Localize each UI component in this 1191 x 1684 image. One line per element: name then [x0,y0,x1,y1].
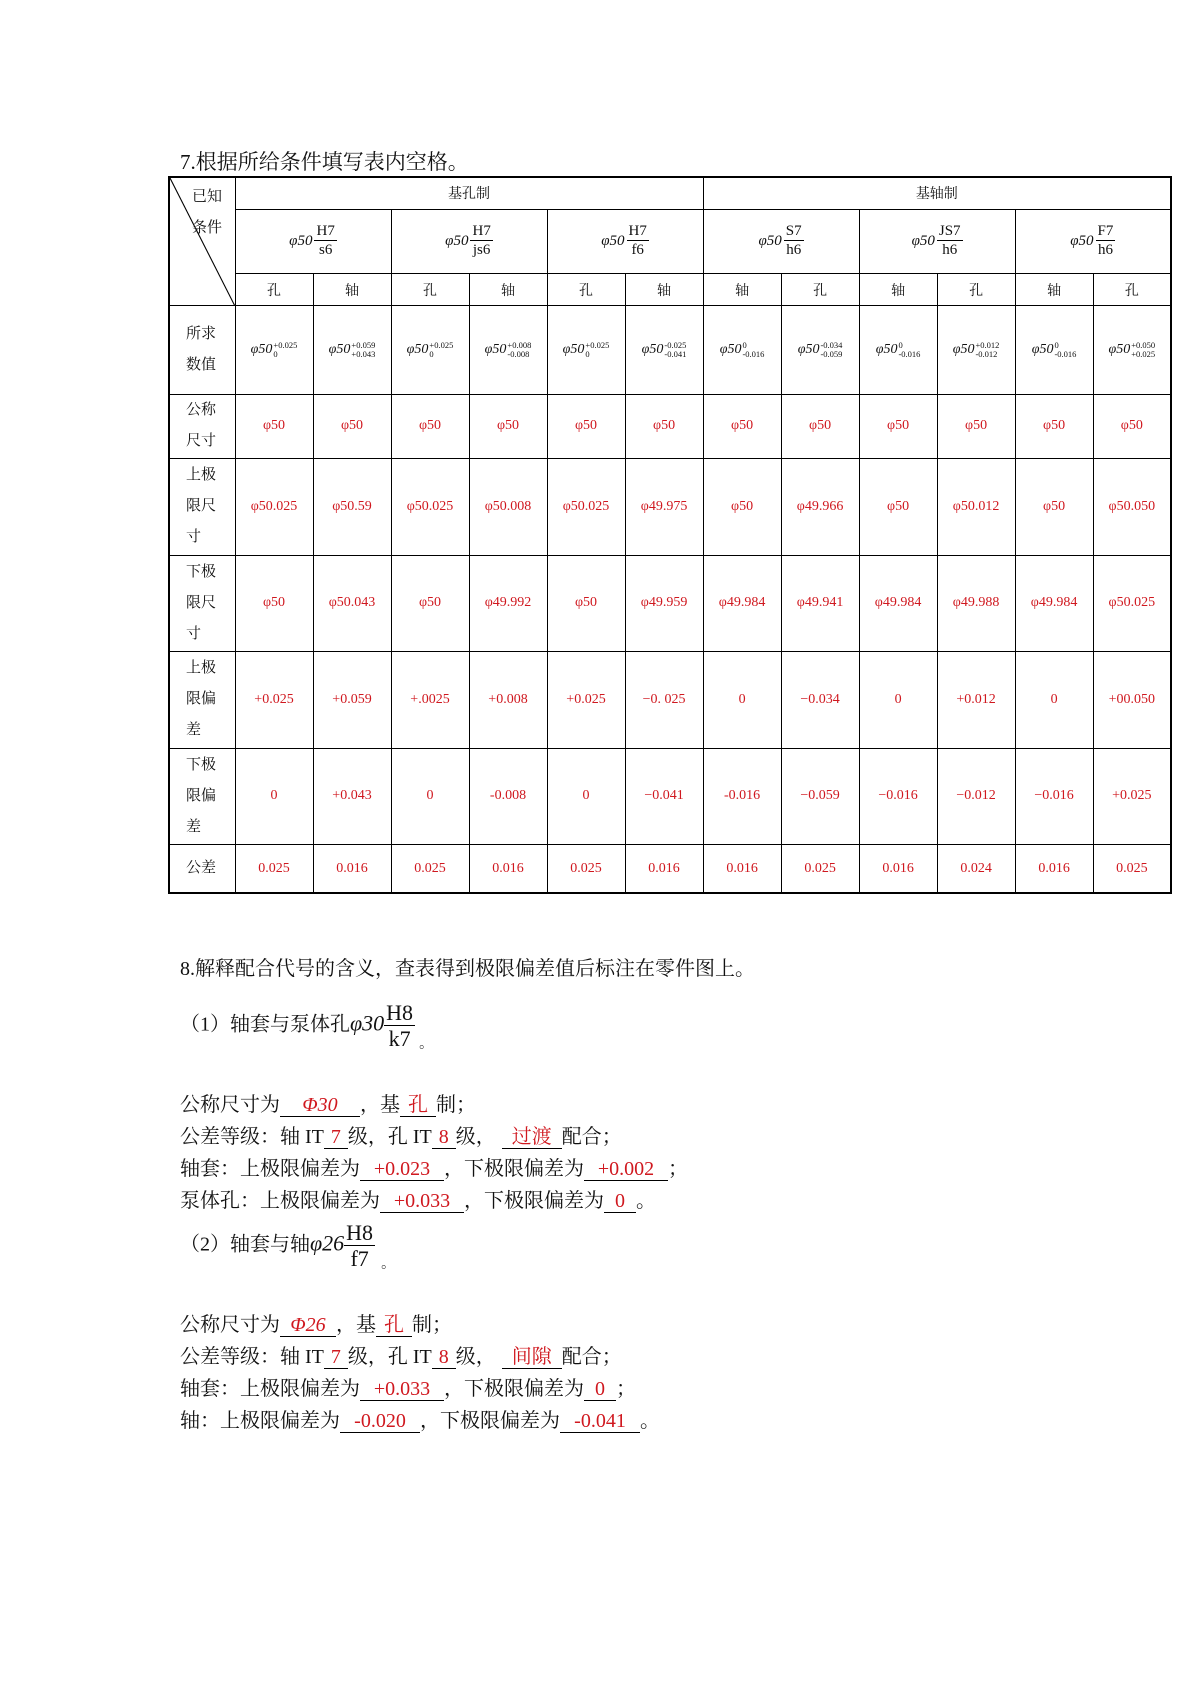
part-label: 孔 [547,274,625,306]
answer-cell: 0.016 [859,845,937,893]
dimension-base: φ50 [250,342,273,358]
answer-cell: 0.025 [391,845,469,893]
fit-code-hole: H7 [314,224,336,242]
dimension-base: φ50 [641,342,664,358]
row-label-line: 限尺 [186,498,217,515]
part-label: 孔 [937,274,1015,306]
answer-cell: +0.059 [313,652,391,749]
part2-line4 [180,1404,660,1433]
deviation-stack [351,341,375,359]
deviation-stack [742,341,764,359]
answer-cell: φ49.941 [781,555,859,652]
part1-intro-end: 。 [419,1037,434,1053]
part2-basis-prefix: ，基 [336,1314,376,1336]
lower-deviation: 0 [429,348,434,359]
answer-cell: 0 [703,652,781,749]
dimension-cell [547,306,625,394]
dimension-cell [859,306,937,394]
dimension-with-deviations [720,342,765,357]
answer-cell: φ50 [781,394,859,458]
answer-cell: 0 [859,652,937,749]
part1-line3 [180,1152,688,1181]
answer-cell: −0.059 [781,748,859,845]
part1-hole-upper-answer: +0.033 [380,1190,464,1213]
part2-shaft-upper-answer: -0.020 [340,1410,420,1433]
part1-fit-shaft: k7 [388,1026,411,1052]
lower-deviation: -0.016 [742,348,765,359]
dimension-cell [781,306,859,394]
dimension-with-deviations [1108,342,1155,357]
answer-cell: +0.025 [235,652,313,749]
answer-cell: φ50 [235,555,313,652]
lower-deviation: -0.041 [664,348,687,359]
answer-cell: φ50.025 [391,459,469,556]
part1-sleeve-upper-answer: +0.023 [360,1158,444,1181]
answer-cell: φ50.012 [937,459,1015,556]
answer-cell: φ50 [547,555,625,652]
dimension-with-deviations [407,342,454,357]
part1-nominal-prefix: 公称尺寸为 [180,1094,280,1116]
fit-code-fraction [314,224,336,260]
answer-cell: −0.034 [781,652,859,749]
answer-cell: φ50.025 [547,459,625,556]
corner-sought-line1: 所求 [186,325,217,342]
part2-nominal-prefix: 公称尺寸为 [180,1314,280,1336]
fit-code-cell [391,209,547,273]
answer-cell: 0.016 [1015,845,1093,893]
fit-code-base: φ50 [1070,232,1094,249]
fit-code-hole: F7 [1096,224,1116,242]
dimension-with-deviations [251,342,298,357]
answer-cell: −0. 025 [625,652,703,749]
part2-grade-prefix: 公差等级：轴 IT [180,1346,324,1368]
corner-known-line1: 已知 [192,189,223,205]
dimension-with-deviations [329,342,376,357]
answer-cell: φ50 [625,394,703,458]
dimension-with-deviations [563,342,610,357]
answer-cell: φ50 [859,394,937,458]
answer-cell: φ50.025 [235,459,313,556]
deviation-stack [820,341,842,359]
lower-deviation: -0.016 [1054,348,1077,359]
dimension-with-deviations [642,342,687,357]
fit-code-fraction [937,224,963,260]
part2-fit-base: φ26 [310,1230,345,1256]
row-label [169,748,235,845]
dimension-base: φ50 [562,342,585,358]
answer-cell: φ49.959 [625,555,703,652]
dimension-with-deviations [876,342,921,357]
part1-intro-text: （1）轴套与泵体孔 [180,1013,350,1036]
part2-grade-mid2: 级， [455,1346,496,1368]
part2-sleeve-end: ； [616,1378,636,1400]
answer-cell: +00.050 [1093,652,1171,749]
part1-fit-fraction [384,1000,415,1052]
upper-deviation: -0.034 [820,340,843,351]
dimension-cell [703,306,781,394]
part1-grade-prefix: 公差等级：轴 IT [180,1126,324,1148]
answer-cell: 0.025 [781,845,859,893]
part1-fit-type-answer: 过渡 [502,1126,562,1149]
row-label-line: 公称 [186,402,217,419]
row-label-line: 差 [186,722,202,739]
part2-basis-answer: 孔 [376,1314,412,1337]
fit-code-hole: JS7 [937,224,963,242]
part2-nominal-answer: Φ26 [280,1314,336,1337]
dimension-base: φ50 [719,342,742,358]
part-label: 孔 [781,274,859,306]
answer-cell: φ49.988 [937,555,1015,652]
part2-shaft-mid: ，下极限偏差为 [420,1410,560,1432]
part2-hole-it-answer: 8 [432,1346,456,1369]
deviation-stack [975,341,999,359]
answer-cell: φ50 [469,394,547,458]
dimension-cell [235,306,313,394]
part1-basis-prefix: ，基 [360,1094,400,1116]
row-label [169,555,235,652]
part1-basis-answer: 孔 [400,1094,436,1117]
fit-code-fraction [1096,224,1116,260]
lower-deviation: -0.059 [820,348,843,359]
fit-code [1070,222,1115,259]
part-label: 轴 [703,274,781,306]
dimension-cell [625,306,703,394]
fit-code-hole: H7 [627,224,649,242]
row-label-line: 下极 [186,563,217,580]
part2-line3 [180,1372,636,1401]
part-label: 孔 [1093,274,1171,306]
dimension-cell [313,306,391,394]
dimension-with-deviations [1032,342,1077,357]
part2-fit-fraction [344,1220,375,1272]
part1-hole-end: 。 [636,1190,656,1212]
deviation-stack [1054,341,1076,359]
dimension-cell [1015,306,1093,394]
upper-deviation: +0.025 [429,340,454,351]
answer-cell: −0.041 [625,748,703,845]
dimension-base: φ50 [952,342,975,358]
row-label-line: 限尺 [186,594,217,611]
dimension-base: φ50 [797,342,820,358]
hole-basis-header: 基孔制 [235,177,703,209]
dimension-with-deviations [953,342,1000,357]
part1-grade-mid: 级，孔 IT [347,1126,432,1148]
answer-cell: φ49.984 [859,555,937,652]
row-label [169,394,235,458]
fit-code-fraction [627,224,649,260]
part1-sleeve-end: ； [668,1158,688,1180]
fit-code-cell [1015,209,1171,273]
answer-cell: 0.024 [937,845,1015,893]
fit-code-shaft: h6 [1097,242,1113,259]
answer-cell: φ50 [391,394,469,458]
row-label-line: 寸 [186,529,202,546]
row-label-line: 寸 [186,625,202,642]
question-7-title: 7.根据所给条件填写表内空格。 [180,150,469,174]
deviation-stack [664,341,686,359]
row-label [169,652,235,749]
part1-grade-mid2: 级， [455,1126,496,1148]
lower-deviation: -0.008 [507,348,530,359]
deviation-stack [585,341,609,359]
fit-code [758,222,803,259]
answer-cell: φ50.59 [313,459,391,556]
row-label [169,459,235,556]
answer-cell: 0.025 [547,845,625,893]
part1-basis-suffix: 制； [436,1094,476,1116]
answer-cell: −0.016 [859,748,937,845]
part-label: 孔 [391,274,469,306]
answer-cell: 0.016 [625,845,703,893]
answer-cell: +0.043 [313,748,391,845]
fit-code-base: φ50 [601,232,625,249]
part2-fit-shaft: f7 [350,1246,369,1272]
part2-grade-mid: 级，孔 IT [347,1346,432,1368]
upper-deviation: 0 [742,340,747,351]
answer-cell: 0 [391,748,469,845]
part-label: 轴 [859,274,937,306]
part1-fit-hole: H8 [386,1000,414,1025]
lower-deviation: -0.012 [975,348,998,359]
part1-sleeve-mid: ，下极限偏差为 [444,1158,584,1180]
part2-fit-type-answer: 间隙 [502,1346,562,1369]
dimension-base: φ50 [484,342,507,358]
part1-hole-mid: ，下极限偏差为 [464,1190,604,1212]
row-label-line: 下极 [186,756,217,773]
answer-cell: 0.016 [313,845,391,893]
upper-deviation: -0.025 [664,340,687,351]
answer-cell: −0.012 [937,748,1015,845]
upper-deviation: +0.012 [975,340,1000,351]
dimension-base: φ50 [1108,342,1131,358]
answer-cell: φ50 [547,394,625,458]
answer-cell: φ49.984 [1015,555,1093,652]
dimension-cell [1093,306,1171,394]
fit-code-base: φ50 [758,232,782,249]
part2-fit-hole: H8 [346,1220,374,1245]
shaft-basis-header: 基轴制 [703,177,1171,209]
lower-deviation: -0.016 [898,348,921,359]
answer-cell: φ50 [1093,394,1171,458]
dimension-cell [937,306,1015,394]
fit-code-shaft: js6 [472,242,491,259]
part2-shaft-it-answer: 7 [324,1346,348,1369]
answer-cell: 0.016 [469,845,547,893]
answer-cell: φ50 [703,394,781,458]
row-label-line: 差 [186,818,202,835]
part2-line2 [180,1340,622,1369]
corner-sought-cell [169,306,235,394]
answer-cell: −0.016 [1015,748,1093,845]
answer-cell: 0 [1015,652,1093,749]
upper-deviation: +0.008 [507,340,532,351]
lower-deviation: +0.025 [1131,348,1156,359]
row-label-line: 限偏 [186,787,217,804]
upper-deviation: +0.050 [1131,340,1156,351]
answer-cell: φ49.966 [781,459,859,556]
question-8-title: 8.解释配合代号的含义，查表得到极限偏差值后标注在零件图上。 [180,958,755,980]
answer-cell: φ50 [937,394,1015,458]
part2-shaft-end: 。 [640,1410,660,1432]
answer-cell: +0.012 [937,652,1015,749]
upper-deviation: 0 [1054,340,1059,351]
answer-cell: 0 [235,748,313,845]
answer-cell: φ50.050 [1093,459,1171,556]
fit-code-shaft: s6 [318,242,333,259]
part-label: 轴 [625,274,703,306]
answer-cell: 0 [547,748,625,845]
answer-cell: +.0025 [391,652,469,749]
answer-cell: +0.008 [469,652,547,749]
part2-shaft-lower-answer: -0.041 [560,1410,640,1433]
fit-code-shaft: f6 [631,242,644,259]
answer-cell: φ49.975 [625,459,703,556]
dimension-cell [469,306,547,394]
answer-cell: 0.025 [235,845,313,893]
part1-line4 [180,1184,656,1213]
part2-basis-suffix: 制； [412,1314,452,1336]
part-label: 孔 [235,274,313,306]
row-label-line: 公差 [186,860,217,877]
dimension-base: φ50 [1031,342,1054,358]
row-label-line: 尺寸 [186,433,217,450]
fit-code [289,222,337,259]
answer-cell: φ50.008 [469,459,547,556]
part1-fit-base: φ30 [350,1010,385,1036]
dimension-base: φ50 [875,342,898,358]
answer-cell: φ50.043 [313,555,391,652]
deviation-stack [507,341,531,359]
part-label: 轴 [469,274,547,306]
fit-code [911,222,963,259]
lower-deviation: +0.043 [351,348,376,359]
corner-known-line2: 条件 [192,220,223,236]
fit-code-shaft: h6 [786,242,802,259]
part1-line2 [180,1120,622,1149]
fit-code-base: φ50 [289,232,313,249]
part-label: 轴 [1015,274,1093,306]
fit-code-cell [235,209,391,273]
fit-code-base: φ50 [445,232,469,249]
row-label-line: 上极 [186,660,217,677]
answer-cell: -0.016 [703,748,781,845]
part2-intro [180,1220,395,1273]
tolerance-fit-table [168,176,1172,894]
lower-deviation: 0 [585,348,590,359]
deviation-stack [429,341,453,359]
part2-sleeve-mid: ，下极限偏差为 [444,1378,584,1400]
answer-cell: +0.025 [1093,748,1171,845]
answer-cell: φ50 [313,394,391,458]
part1-hole-prefix: 泵体孔：上极限偏差为 [180,1190,380,1212]
corner-cell [169,177,235,306]
fit-code-hole: S7 [784,224,804,242]
part1-line1 [180,1088,476,1117]
fit-code [445,222,493,259]
part2-sleeve-prefix: 轴套：上极限偏差为 [180,1378,360,1400]
upper-deviation: +0.059 [351,340,376,351]
fit-code-fraction [784,224,804,260]
part1-nominal-answer: Φ30 [280,1094,360,1117]
deviation-stack [1131,341,1155,359]
answer-cell: φ50 [859,459,937,556]
row-label-line: 限偏 [186,691,217,708]
part2-fit-suffix: 配合； [561,1346,622,1368]
deviation-stack [898,341,920,359]
lower-deviation: 0 [273,348,278,359]
part1-fit-suffix: 配合； [561,1126,622,1148]
row-label-line: 上极 [186,467,217,484]
row-label [169,845,235,893]
part2-sleeve-lower-answer: 0 [584,1378,616,1401]
answer-cell: φ50.025 [1093,555,1171,652]
dimension-base: φ50 [406,342,429,358]
dimension-base: φ50 [328,342,351,358]
dimension-with-deviations [485,342,532,357]
answer-cell: φ50 [235,394,313,458]
deviation-stack [273,341,297,359]
upper-deviation: +0.025 [273,340,298,351]
answer-cell: +0.025 [547,652,625,749]
part1-sleeve-lower-answer: +0.002 [584,1158,668,1181]
fit-code-hole: H7 [470,224,492,242]
part1-hole-it-answer: 8 [432,1126,456,1149]
part-label: 轴 [313,274,391,306]
answer-cell: φ50 [1015,394,1093,458]
part1-hole-lower-answer: 0 [604,1190,636,1213]
fit-code-cell [859,209,1015,273]
corner-sought-line2: 数值 [186,356,217,373]
dimension-with-deviations [798,342,843,357]
fit-code [601,222,649,259]
part2-intro-text: （2）轴套与轴 [180,1233,310,1256]
answer-cell: -0.008 [469,748,547,845]
answer-cell: φ50 [391,555,469,652]
dimension-cell [391,306,469,394]
part1-sleeve-prefix: 轴套：上极限偏差为 [180,1158,360,1180]
part1-shaft-it-answer: 7 [324,1126,348,1149]
part1-intro [180,1000,433,1053]
fit-code-cell [547,209,703,273]
fit-code-fraction [470,224,492,260]
answer-cell: φ50 [703,459,781,556]
answer-cell: φ49.984 [703,555,781,652]
answer-cell: φ49.992 [469,555,547,652]
upper-deviation: 0 [898,340,903,351]
part2-shaft-prefix: 轴：上极限偏差为 [180,1410,340,1432]
answer-cell: 0.016 [703,845,781,893]
part2-line1 [180,1308,452,1337]
part2-sleeve-upper-answer: +0.033 [360,1378,444,1401]
fit-code-base: φ50 [911,232,935,249]
part2-intro-end: 。 [381,1257,396,1273]
fit-code-shaft: h6 [942,242,958,259]
fit-code-cell [703,209,859,273]
answer-cell: 0.025 [1093,845,1171,893]
answer-cell: φ50 [1015,459,1093,556]
upper-deviation: +0.025 [585,340,610,351]
